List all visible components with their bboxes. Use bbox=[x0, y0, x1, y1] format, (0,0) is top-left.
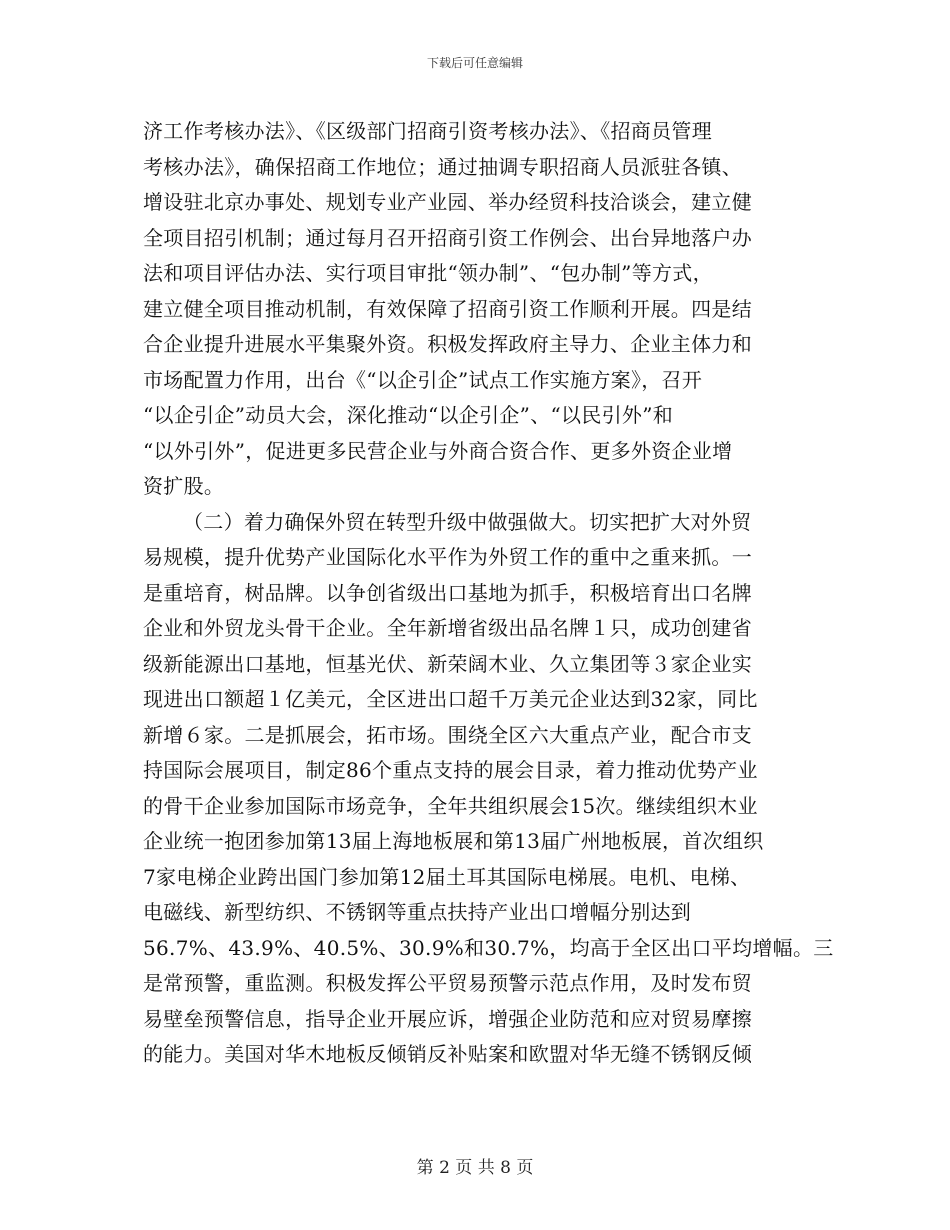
text-line: 资扩股。 bbox=[143, 474, 225, 498]
text-line: 济工作考核办法》、《区级部门招商引资考核办法》、《招商员管理 bbox=[143, 119, 712, 143]
text-line: 建立健全项目推动机制，有效保障了招商引资工作顺利开展。四是结 bbox=[143, 296, 752, 321]
text-line: 考核办法》，确保招商工作地位；通过抽调专职招商人员派驻各镇、 bbox=[143, 154, 742, 179]
text-line: 7家电梯企业跨出国门参加第12届土耳其国际电梯展。电机、电梯、 bbox=[143, 864, 751, 889]
text-line: 的能力。美国对华木地板反倾销反补贴案和欧盟对华无缝不锈钢反倾 bbox=[143, 1042, 752, 1066]
text-line: 全项目招引机制；通过每月召开招商引资工作例会、出台异地落户办 bbox=[143, 225, 752, 250]
text-line: 持国际会展项目，制定86个重点支持的展会目录，着力推动优势产业 bbox=[143, 758, 758, 782]
text-line: 是重培育，树品牌。以争创省级出口基地为抓手，积极培育出口名牌 bbox=[143, 580, 752, 605]
page-header-note: 下载后可任意编辑 bbox=[426, 56, 523, 70]
text-line: 现进出口额超１亿美元，全区进出口超千万美元企业达到32家，同比 bbox=[143, 687, 758, 711]
paragraph-start-line: （二）着力确保外贸在转型升级中做强做大。切实把扩大对外贸 bbox=[183, 509, 752, 534]
text-line: 56.7%、43.9%、40.5%、30.9%和30.7%，均高于全区出口平均增幅。三 bbox=[143, 935, 834, 960]
text-line: “以企引企”动员大会，深化推动“以企引企”、“以民引外”和 bbox=[143, 403, 674, 427]
text-line: 级新能源出口基地，恒基光伏、新荣阔木业、久立集团等３家企业实 bbox=[143, 651, 752, 676]
text-line: 易规模，提升优势产业国际化水平作为外贸工作的重中之重来抓。一 bbox=[143, 545, 752, 569]
text-line: 企业统一抱团参加第13届上海地板展和第13届广州地板展，首次组织 bbox=[143, 829, 764, 853]
text-line: 法和项目评估办法、实行项目审批“领办制”、“包办制”等方式， bbox=[143, 261, 713, 285]
text-line: 企业和外贸龙头骨干企业。全年新增省级出品名牌１只，成功创建省 bbox=[143, 616, 752, 640]
text-line: 新增６家。二是抓展会，拓市场。围绕全区六大重点产业，配合市支 bbox=[143, 722, 752, 747]
text-line: 合企业提升进展水平集聚外资。积极发挥政府主导力、企业主体力和 bbox=[143, 332, 752, 356]
text-line: 是常预警，重监测。积极发挥公平贸易预警示范点作用，及时发布贸 bbox=[143, 971, 752, 995]
text-line: “以外引外”，促进更多民营企业与外商合资合作、更多外资企业增 bbox=[143, 438, 733, 463]
text-line: 易壁垒预警信息，指导企业开展应诉，增强企业防范和应对贸易摩擦 bbox=[143, 1006, 752, 1031]
text-line: 市场配置力作用，出台《“以企引企”试点工作实施方案》，召开 bbox=[143, 367, 703, 392]
text-line: 电磁线、新型纺织、不锈钢等重点扶持产业出口增幅分别达到 bbox=[143, 900, 692, 924]
document-body bbox=[143, 114, 834, 1073]
text-line: 增设驻北京办事处、规划专业产业园、举办经贸科技洽谈会，建立健 bbox=[143, 190, 752, 214]
text-line: 的骨干企业参加国际市场竞争，全年共组织展会15次。继续组织木业 bbox=[143, 793, 758, 818]
page-number: 第 2 页 共 8 页 bbox=[416, 1158, 534, 1178]
